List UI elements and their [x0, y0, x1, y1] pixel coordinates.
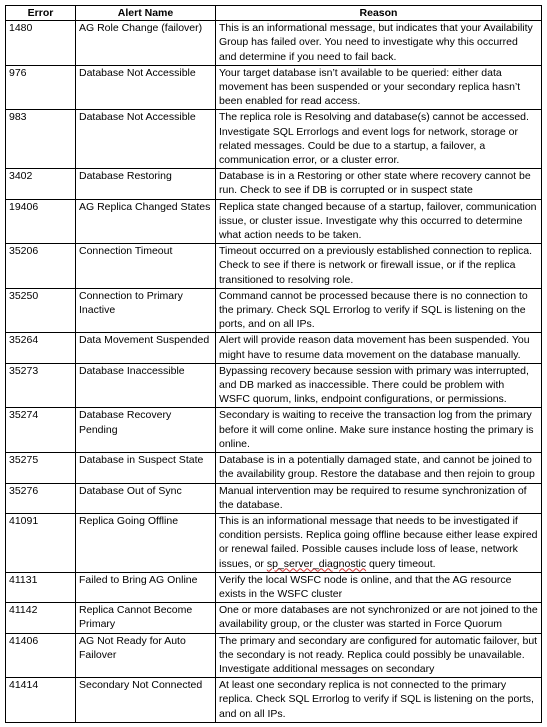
cell-reason: Secondary is waiting to receive the transaction log from the primary before it will come online. Make sure instance hosting the primary is online.: [216, 408, 542, 453]
table-row: [6, 244, 542, 289]
reason-text-before: This is an informational message that needs to be investigated if condition persists. Replica going offline because either lease expired or renewal failed. Possible causes include loss of lease, network issues, or: [219, 514, 538, 570]
table-row: [6, 110, 542, 169]
cell-error: 35250: [6, 288, 76, 333]
table-row: [6, 65, 542, 110]
table-row: [6, 572, 542, 602]
table-header-row: [6, 6, 542, 21]
cell-alert-name: Failed to Bring AG Online: [76, 572, 216, 602]
cell-reason: [216, 513, 542, 572]
cell-reason: Alert will provide reason data movement has been suspended. You might have to resume data movement on the database manually.: [216, 333, 542, 363]
cell-alert-name: Database Restoring: [76, 169, 216, 199]
table-row: [6, 633, 542, 678]
cell-alert-name: Database in Suspect State: [76, 453, 216, 483]
cell-reason: Database is in a potentially damaged state, and cannot be joined to the availability group. Restore the database and then rejoin to group: [216, 453, 542, 483]
cell-reason: Replica state changed because of a startup, failover, communication issue, or cluster issue. Investigate why this occurred to determine what action needs to be taken.: [216, 199, 542, 244]
cell-error: 3402: [6, 169, 76, 199]
table-row: [6, 363, 542, 408]
cell-error: 35275: [6, 453, 76, 483]
cell-error: 35206: [6, 244, 76, 289]
table-row: [6, 333, 542, 363]
cell-error: 976: [6, 65, 76, 110]
table-row: [6, 169, 542, 199]
alerts-table-container: [5, 5, 541, 723]
cell-error: 35274: [6, 408, 76, 453]
cell-alert-name: Database Inaccessible: [76, 363, 216, 408]
cell-alert-name: Data Movement Suspended: [76, 333, 216, 363]
header-alert-name: Alert Name: [76, 6, 216, 21]
table-row: [6, 603, 542, 633]
cell-reason: One or more databases are not synchronized or are not joined to the availability group, or the cluster was started in Force Quorum: [216, 603, 542, 633]
reason-text-after: query timeout.: [366, 557, 436, 570]
cell-reason: Command cannot be processed because there is no connection to the primary. Check SQL Errorlog to verify if SQL is listening on the ports, and on all IPs.: [216, 288, 542, 333]
table-row: [6, 408, 542, 453]
cell-reason: Timeout occurred on a previously established connection to replica. Check to see if there is network or firewall issue, or if the replica transitioned to resolving role.: [216, 244, 542, 289]
table-row: [6, 483, 542, 513]
table-row: [6, 453, 542, 483]
cell-alert-name: Connection Timeout: [76, 244, 216, 289]
table-row: [6, 21, 542, 66]
cell-error: 41091: [6, 513, 76, 572]
cell-error: 41131: [6, 572, 76, 602]
cell-alert-name: AG Role Change (failover): [76, 21, 216, 66]
cell-alert-name: Database Out of Sync: [76, 483, 216, 513]
table-row: [6, 513, 542, 572]
cell-reason: Database is in a Restoring or other state where recovery cannot be run. Check to see if DB is corrupted or in suspect state: [216, 169, 542, 199]
cell-alert-name: Database Not Accessible: [76, 65, 216, 110]
spellcheck-marked-text: sp_server_diagnostic: [266, 557, 367, 570]
cell-error: 19406: [6, 199, 76, 244]
cell-reason: Bypassing recovery because session with primary was interrupted, and DB marked as inaccessible. There could be problem with WSFC quorum, links, endpoint configurations, or permissions.: [216, 363, 542, 408]
cell-reason: At least one secondary replica is not connected to the primary replica. Check SQL Errorlog to verify if SQL is listening on the ports, and on all IPs.: [216, 678, 542, 723]
cell-reason: Your target database isn’t available to be queried: either data movement has been suspended or your secondary replica hasn’t been enabled for read access.: [216, 65, 542, 110]
table-row: [6, 678, 542, 723]
cell-alert-name: Replica Going Offline: [76, 513, 216, 572]
cell-error: 1480: [6, 21, 76, 66]
cell-reason: The replica role is Resolving and database(s) cannot be accessed. Investigate SQL Errorlogs and event logs for network, storage or related messages. Could be due to a startup, a failover, a communication error, or a cluster error.: [216, 110, 542, 169]
cell-reason: This is an informational message, but indicates that your Availability Group has failed over. You need to investigate why this occurred and determine if you need to fail back.: [216, 21, 542, 66]
cell-alert-name: AG Not Ready for Auto Failover: [76, 633, 216, 678]
cell-reason: Verify the local WSFC node is online, and that the AG resource exists in the WSFC cluster: [216, 572, 542, 602]
table-row: [6, 288, 542, 333]
cell-error: 35276: [6, 483, 76, 513]
alerts-table: [5, 5, 542, 723]
cell-alert-name: Replica Cannot Become Primary: [76, 603, 216, 633]
cell-error: 35273: [6, 363, 76, 408]
header-error: Error: [6, 6, 76, 21]
cell-alert-name: Database Not Accessible: [76, 110, 216, 169]
cell-reason: Manual intervention may be required to resume synchronization of the database.: [216, 483, 542, 513]
cell-alert-name: AG Replica Changed States: [76, 199, 216, 244]
cell-error: 41414: [6, 678, 76, 723]
cell-alert-name: Connection to Primary Inactive: [76, 288, 216, 333]
cell-alert-name: Database Recovery Pending: [76, 408, 216, 453]
cell-error: 41142: [6, 603, 76, 633]
cell-error: 41406: [6, 633, 76, 678]
header-reason: Reason: [216, 6, 542, 21]
cell-alert-name: Secondary Not Connected: [76, 678, 216, 723]
table-row: [6, 199, 542, 244]
cell-error: 983: [6, 110, 76, 169]
cell-error: 35264: [6, 333, 76, 363]
cell-reason: The primary and secondary are configured for automatic failover, but the secondary is not ready. Replica could possibly be unavailable. Investigate additional messages on secondary: [216, 633, 542, 678]
